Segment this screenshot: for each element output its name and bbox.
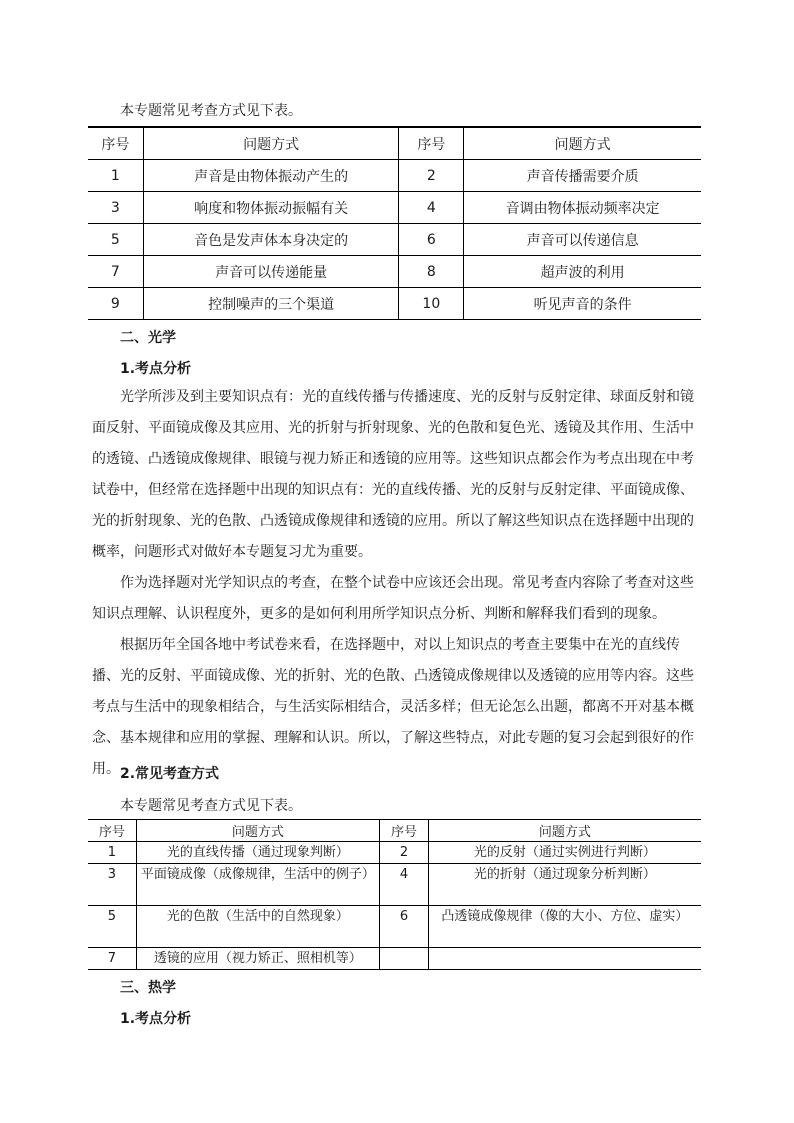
sound-question-table bbox=[88, 126, 701, 320]
table-cell: 光的反射（通过实例进行判断） bbox=[428, 842, 701, 864]
table-cell: 5 bbox=[88, 906, 136, 948]
table-cell: 超声波的利用 bbox=[464, 256, 701, 288]
table-cell: 5 bbox=[88, 224, 143, 256]
table-cell: 声音可以传递信息 bbox=[464, 224, 701, 256]
subheading-heat-analysis: 1.考点分析 bbox=[120, 1011, 192, 1027]
table-cell: 3 bbox=[88, 864, 136, 906]
table-cell: 音色是发声体本身决定的 bbox=[143, 224, 399, 256]
subheading-analysis: 1.考点分析 bbox=[120, 361, 192, 377]
header-cell: 序号 bbox=[88, 820, 136, 842]
table-cell: 4 bbox=[380, 864, 429, 906]
table-cell: 1 bbox=[88, 160, 143, 192]
table-cell: 凸透镜成像规律（像的大小、方位、虚实） bbox=[428, 906, 701, 948]
table-cell bbox=[380, 948, 429, 970]
header-cell: 问题方式 bbox=[143, 127, 399, 160]
subheading-question-types: 2.常见考查方式 bbox=[120, 766, 220, 782]
intro-text-optics: 本专题常见考查方式见下表。 bbox=[120, 798, 302, 814]
table-cell: 7 bbox=[88, 256, 143, 288]
table-cell: 光的色散（生活中的自然现象） bbox=[136, 906, 379, 948]
paragraph: 根据历年全国各地中考试卷来看，在选择题中，对以上知识点的考查主要集中在光的直线传播、光的反射、平面镜成像、光的折射、光的色散、凸透镜成像规律以及透镜的应用等内容。这些考点与生活中的现象相结合，与生活实际相结合，灵活多样；但无论怎么出题，都离不开对基本概念、基本规律和应用的掌握、理解和认识。所以，了解这些特点，对此专题的复习会起到很好的作用。 bbox=[92, 637, 694, 777]
header-cell: 问题方式 bbox=[428, 820, 701, 842]
table-header-row bbox=[88, 820, 701, 842]
intro-text-sound: 本专题常见考查方式见下表。 bbox=[120, 103, 302, 119]
table-cell: 光的折射（通过现象分析判断） bbox=[428, 864, 701, 906]
table-cell: 音调由物体振动频率决定 bbox=[464, 192, 701, 224]
header-cell: 序号 bbox=[399, 127, 464, 160]
table-cell: 听见声音的条件 bbox=[464, 288, 701, 320]
table-cell: 9 bbox=[88, 288, 143, 320]
table-row bbox=[88, 256, 701, 288]
table-row bbox=[88, 160, 701, 192]
table-cell: 控制噪声的三个渠道 bbox=[143, 288, 399, 320]
table-cell: 1 bbox=[88, 842, 136, 864]
table-cell: 光的直线传播（通过现象判断） bbox=[136, 842, 379, 864]
table-cell: 平面镜成像（成像规律，生活中的例子） bbox=[136, 864, 379, 906]
table-cell bbox=[428, 948, 701, 970]
table-cell: 6 bbox=[380, 906, 429, 948]
table-cell: 3 bbox=[88, 192, 143, 224]
paragraph: 光学所涉及到主要知识点有：光的直线传播与传播速度、光的反射与反射定律、球面反射和镜面反射、平面镜成像及其应用、光的折射与折射现象、光的色散和复色光、透镜及其作用、生活中的透镜、凸透镜成像规律、眼镜与视力矫正和透镜的应用等。这些知识点都会作为考点出现在中考试卷中，但经常在选择题中出现的知识点有：光的直线传播、光的反射与反射定律、平面镜成像、光的折射现象、光的色散、凸透镜成像规律和透镜的应用。所以了解这些知识点在选择题中出现的概率，问题形式对做好本专题复习尤为重要。 bbox=[92, 389, 694, 560]
table-row bbox=[88, 192, 701, 224]
table-cell: 响度和物体振动振幅有关 bbox=[143, 192, 399, 224]
table-cell: 7 bbox=[88, 948, 136, 970]
table-cell: 6 bbox=[399, 224, 464, 256]
table-cell: 透镜的应用（视力矫正、照相机等） bbox=[136, 948, 379, 970]
table-cell: 声音是由物体振动产生的 bbox=[143, 160, 399, 192]
table-cell: 4 bbox=[399, 192, 464, 224]
table-cell: 2 bbox=[380, 842, 429, 864]
table-row bbox=[88, 948, 701, 970]
optics-question-table bbox=[88, 819, 701, 970]
table-row bbox=[88, 842, 701, 864]
header-cell: 序号 bbox=[88, 127, 143, 160]
section-heading-optics: 二、光学 bbox=[120, 330, 176, 346]
table-cell: 8 bbox=[399, 256, 464, 288]
table-cell: 声音可以传递能量 bbox=[143, 256, 399, 288]
table-cell: 2 bbox=[399, 160, 464, 192]
table-header-row bbox=[88, 127, 701, 160]
table-row bbox=[88, 224, 701, 256]
table-row bbox=[88, 906, 701, 948]
header-cell: 序号 bbox=[380, 820, 429, 842]
table-row bbox=[88, 288, 701, 320]
header-cell: 问题方式 bbox=[136, 820, 379, 842]
table-row bbox=[88, 864, 701, 906]
paragraph: 作为选择题对光学知识点的考查，在整个试卷中应该还会出现。常见考查内容除了考查对这些知识点理解、认识程度外，更多的是如何利用所学知识点分析、判断和解释我们看到的现象。 bbox=[92, 575, 694, 622]
table-cell: 10 bbox=[399, 288, 464, 320]
table-cell: 声音传播需要介质 bbox=[464, 160, 701, 192]
section-heading-heat: 三、热学 bbox=[120, 980, 176, 996]
header-cell: 问题方式 bbox=[464, 127, 701, 160]
